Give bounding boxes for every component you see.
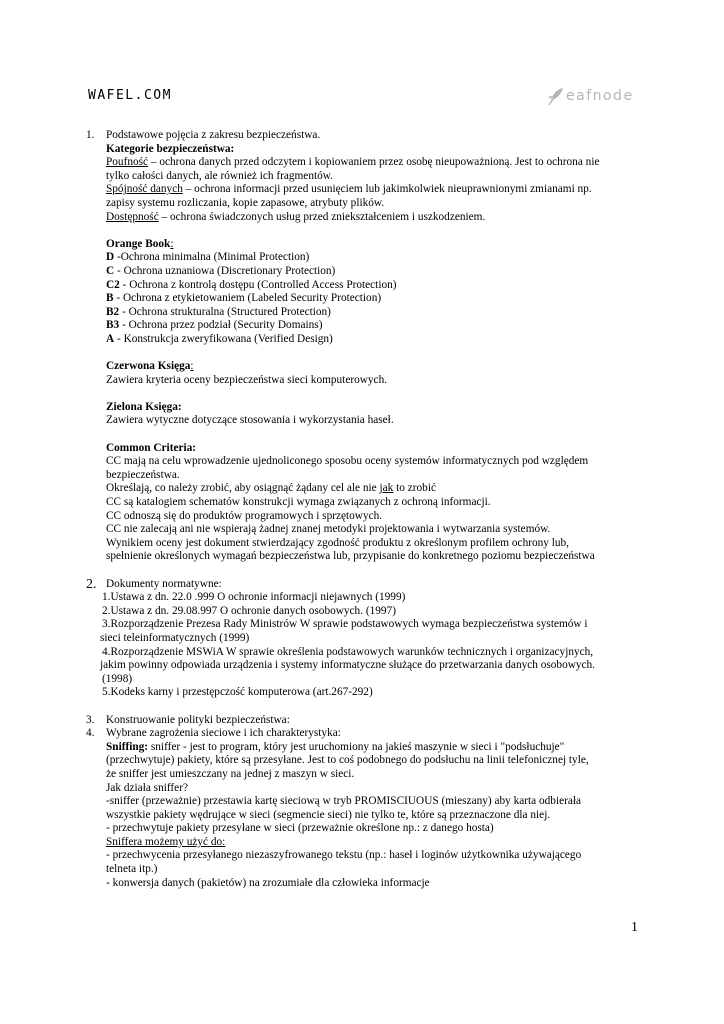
text-line: - przechwytuje pakiety przesyłane w sieci (przeważnie określone np.: z danego hosta) (106, 822, 494, 835)
section-title: Wybrane zagrożenia sieciowe i ich charakterystyka: (106, 727, 341, 740)
text-line: Wynikiem oceny jest dokument stwierdzający zgodność produktu z określonym profilem ochrony lub, (106, 536, 570, 549)
text-line: Zawiera kryteria oceny bezpieczeństwa sieci komputerowych. (106, 373, 388, 386)
section-2 (86, 578, 646, 700)
heading-colon: : (190, 360, 194, 373)
text-line (106, 741, 646, 755)
page-number: 1 (631, 920, 638, 935)
text-line: bezpieczeństwa. (106, 468, 180, 481)
section-number: 4. (86, 727, 95, 740)
orange-book-heading (106, 238, 646, 252)
heading-text: Orange Book (106, 237, 171, 250)
heading-text: Czerwona Księga (106, 360, 191, 373)
text-line: tylko całości danych, ale również ich fragmentów. (106, 169, 334, 182)
section-1 (86, 129, 646, 564)
definition-text: – ochrona świadczonych usług przed zniekształceniem i uszkodzeniem. (158, 210, 486, 223)
text-line: (1998) (102, 672, 133, 685)
term: Dostępność (106, 210, 159, 223)
class-text: - Ochrona z etykietowaniem (Labeled Security Protection) (113, 292, 382, 305)
site-logo-text: WAFEL.COM (88, 88, 172, 103)
section-title: Dokumenty normatywne: (106, 577, 222, 590)
definition-text: – ochrona informacji przed usunięciem lub jakimkolwiek nieuprawnionymi zmianami np. (182, 183, 592, 196)
term: Spójność danych (106, 183, 183, 196)
class-text: - Ochrona z kontrolą dostępu (Controlled Access Protection) (119, 278, 397, 291)
class-code: A (106, 332, 115, 345)
text-line: sieci teleinformatycznych (1999) (100, 631, 250, 644)
leaf-icon (547, 86, 565, 106)
text-line: -sniffer (przeważnie) przestawia kartę sieciową w tryb PROMISCIUOUS (mieszany) aby karta odbierała (106, 795, 582, 808)
text-part: Określają, co należy zrobić, aby osiągnąć żądany cel ale nie (106, 482, 380, 495)
law-item: 5.Kodeks karny i przestępczość komputerowa (art.267-292) (102, 686, 373, 699)
text-part: to zrobić (393, 482, 436, 495)
categories-heading: Kategorie bezpieczeństwa: (106, 142, 235, 155)
section-title: Podstawowe pojęcia z zakresu bezpieczeństwa. (106, 129, 321, 141)
text-line: jakim powinny odpowiada urządzenia i systemy informatyczne służące do przetwarzania danych osobowych. (100, 659, 596, 672)
orange-item (106, 319, 646, 333)
orange-item (106, 292, 646, 306)
text-line: że sniffer jest umieszczany na jednej z maszyn w sieci. (106, 767, 355, 780)
text-line: (przechwytuje) pakiety, które są przesyłane. Jest to coś podobnego do podsłuchu na linii telefonicznej tyle, (106, 754, 589, 767)
orange-item (106, 279, 646, 293)
text-part: sniffer - jest to program, który jest uruchomiony na jakieś maszynie w sieci i "podsłuchuje" (148, 740, 565, 753)
term: Poufność (106, 156, 149, 169)
orange-item (106, 251, 646, 265)
text-line (106, 482, 646, 496)
section-number: 1. (86, 129, 95, 141)
availability-definition (106, 211, 646, 225)
integrity-definition (106, 183, 646, 197)
class-code: B2 (106, 305, 120, 318)
definition-text: – ochrona danych przed odczytem i kopiowaniem przez osobę nieupoważnioną. Jest to ochrona nie (148, 156, 600, 169)
class-text: -Ochrona minimalna (Minimal Protection) (114, 251, 310, 264)
law-item: 4.Rozporządzenie MSWiA W sprawie określenia podstawowych warunków technicznych i organizacyjnych, (102, 645, 594, 658)
text-line: spełnienie określonych wymagań bezpieczeństwa lub, przypisanie do konkretnego poziomu bezpieczeństwa (106, 550, 595, 563)
underlined-word: jak (379, 482, 394, 495)
section-title: Konstruowanie polityki bezpieczeństwa: (106, 713, 290, 726)
text-line: Jak działa sniffer? (106, 781, 188, 794)
class-text: - Ochrona uznaniowa (Discretionary Protection) (114, 264, 336, 277)
text-line: CC mają na celu wprowadzenie ujednoliconego sposobu oceny systemów informatycznych pod względem (106, 455, 589, 468)
class-code: D (106, 251, 115, 264)
law-item: 1.Ustawa z dn. 22.0 .999 O ochronie informacji niejawnych (1999) (102, 591, 406, 604)
leafnode-logo-text: eafnode (566, 88, 634, 104)
orange-item (106, 333, 646, 347)
law-item: 3.Rozporządzenie Prezesa Rady Ministrów W sprawie podstawowych wymaga bezpieczeństwa systemów i (102, 618, 588, 631)
section-4 (86, 727, 646, 890)
law-item: 2.Ustawa z dn. 29.08.997 O ochronie danych osobowych. (1997) (102, 604, 396, 617)
common-criteria-heading: Common Criteria: (106, 441, 197, 454)
class-code: B3 (106, 319, 120, 332)
orange-item (106, 306, 646, 320)
class-code: B (106, 292, 114, 305)
heading-colon: : (170, 237, 174, 250)
text-line: - przechwycenia przesyłanego niezaszyfrowanego tekstu (np.: haseł i loginów użytkownika używającego (106, 849, 582, 862)
section-3 (86, 714, 646, 728)
green-book-heading: Zielona Księga: (106, 400, 182, 413)
text-line: CC nie zalecają ani nie wspierają żadnej znanej metodyki projektowania i wytwarzania systemów. (106, 523, 551, 536)
text-line: wszystkie pakiety wędrujące w sieci (segmencie sieci) nie tylko te, które są przeznaczone dla niej. (106, 808, 551, 821)
document-body (86, 129, 646, 890)
text-line: Zawiera wytyczne dotyczące stosowania i wykorzystania haseł. (106, 414, 394, 427)
term: Sniffing: (106, 740, 149, 753)
text-line: zapisy systemu rozliczania, kopie zapasowe, atrybuty plików. (106, 196, 385, 209)
class-text: - Konstrukcja zweryfikowana (Verified Design) (114, 332, 333, 345)
text-line: - konwersja danych (pakietów) na zrozumiałe dla człowieka informacje (106, 876, 430, 889)
orange-item (106, 265, 646, 279)
text-line: CC są katalogiem schematów konstrukcji wymaga związanych z ochroną informacji. (106, 496, 491, 509)
class-code: C (106, 264, 115, 277)
section-number: 3. (86, 713, 95, 726)
section-number: 2. (86, 576, 97, 592)
confidentiality-definition (106, 156, 646, 170)
class-text: - Ochrona przez podział (Security Domains) (119, 319, 323, 332)
leafnode-logo (547, 86, 634, 106)
underlined-heading: Sniffera możemy użyć do: (106, 835, 226, 848)
red-book-heading (106, 360, 646, 374)
class-text: - Ochrona strukturalna (Structured Protection) (119, 305, 331, 318)
class-code: C2 (106, 278, 120, 291)
text-line: telneta itp.) (106, 863, 158, 876)
text-line: CC odnoszą się do produktów programowych i sprzętowych. (106, 509, 383, 522)
